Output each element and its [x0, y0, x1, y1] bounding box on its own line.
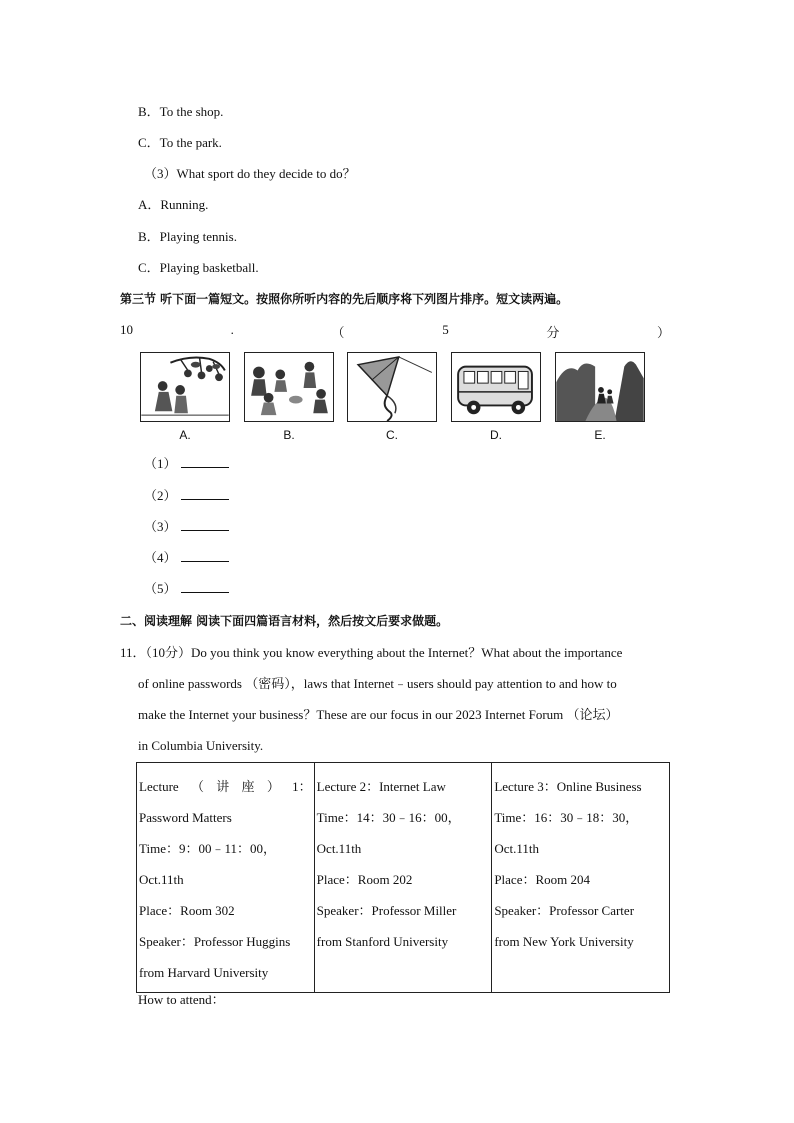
lecture-1-place: Place：Room 302 [139, 903, 235, 918]
lecture-1-university: from Harvard University [139, 965, 269, 980]
lecture-1-time: Time：9：00﹣11：00， [139, 841, 276, 856]
picture-e-label: E. [594, 428, 606, 442]
lecture-1-cell [137, 763, 315, 993]
answer-3-blank[interactable] [181, 519, 229, 531]
lecture-2-title: Lecture 2：Internet Law [316, 779, 446, 794]
lecture-1-speaker: Speaker：Professor Huggins [139, 934, 291, 949]
lecture-2-time: Time：14：30﹣16：00， [316, 810, 461, 825]
answer-3 [144, 519, 229, 535]
question-10-header [120, 322, 670, 341]
picture-d-label: D. [490, 428, 502, 442]
option-b: B．To the shop. [138, 104, 224, 119]
option-c: C．To the park. [138, 135, 222, 150]
answer-1 [144, 456, 229, 472]
q11-intro-line1: 11．（10分）Do you think you know everything about the Internet？What about the importance [120, 645, 623, 660]
answer-3-label: （3） [144, 519, 177, 534]
sub3-option-a: A．Running. [138, 197, 209, 212]
lecture-3-place: Place：Room 204 [494, 872, 590, 887]
part2-heading: 二、阅读理解 阅读下面四篇语言材料，然后按文后要求做题。 [120, 614, 449, 628]
answer-2-label: （2） [144, 488, 177, 503]
lecture-3-title: Lecture 3：Online Business [494, 779, 642, 794]
lecture-3-speaker: Speaker：Professor Carter [494, 903, 635, 918]
picture-b-label: B. [283, 428, 295, 442]
answer-5-label: （5） [144, 581, 177, 596]
how-to-attend: How to attend： [138, 992, 225, 1007]
lecture-2-cell [314, 763, 492, 993]
children-sitting-icon [244, 352, 334, 422]
bus-icon [451, 352, 541, 422]
lecture-3-university: from New York University [494, 934, 634, 949]
lecture-2-university: from Stanford University [316, 934, 449, 949]
q10-score: 5 [442, 322, 449, 337]
lecture-2-speaker: Speaker：Professor Miller [316, 903, 457, 918]
apple-tree-children-icon [140, 352, 230, 422]
kite-icon [347, 352, 437, 422]
lecture-2-date: Oct.11th [316, 841, 362, 856]
lecture-3-time: Time：16：30﹣18：30， [494, 810, 639, 825]
lecture-3-cell [492, 763, 670, 993]
sub3-option-c: C．Playing basketball. [138, 260, 259, 275]
answer-5 [144, 581, 229, 597]
picture-a-label: A. [179, 428, 191, 442]
lecture-table [136, 762, 670, 993]
q10-close-paren: ） [656, 325, 670, 340]
answer-1-blank[interactable] [181, 456, 229, 468]
sub-question-3: （3）What sport do they decide to do？ [144, 166, 356, 181]
answer-2 [144, 488, 229, 504]
q11-intro-line2: of online passwords （密码），laws that Internet﹣users should pay attention to and how to [138, 676, 617, 691]
answer-4-label: （4） [144, 550, 177, 565]
answer-5-blank[interactable] [181, 581, 229, 593]
answer-4-blank[interactable] [181, 550, 229, 562]
section3-heading: 第三节 听下面一篇短文。按照你所听内容的先后顺序将下列图片排序。短文读两遍。 [120, 292, 569, 306]
picture-strip [138, 352, 648, 444]
lecture-2-place: Place：Room 202 [316, 872, 413, 887]
q11-intro-line4: in Columbia University. [138, 738, 264, 753]
picture-c-label: C. [386, 428, 398, 442]
q10-fen: 分 [546, 325, 560, 340]
lecture-1-date: Oct.11th [139, 872, 184, 887]
lecture-1-title: Lecture （ 讲 座 ） 1： [139, 779, 312, 794]
q11-intro-line3: make the Internet your business？These are our focus in our 2023 Internet Forum （论坛） [138, 707, 619, 722]
q10-number: 10 [120, 322, 133, 337]
answer-1-label: （1） [144, 456, 177, 471]
q10-dot: . [230, 322, 234, 337]
sub3-option-b: B．Playing tennis. [138, 229, 237, 244]
answer-4 [144, 550, 229, 566]
hill-walkers-icon [555, 352, 645, 422]
answer-2-blank[interactable] [181, 488, 229, 500]
q10-open-paren: （ [331, 325, 345, 340]
lecture-3-date: Oct.11th [494, 841, 539, 856]
lecture-1-topic: Password Matters [139, 810, 232, 825]
